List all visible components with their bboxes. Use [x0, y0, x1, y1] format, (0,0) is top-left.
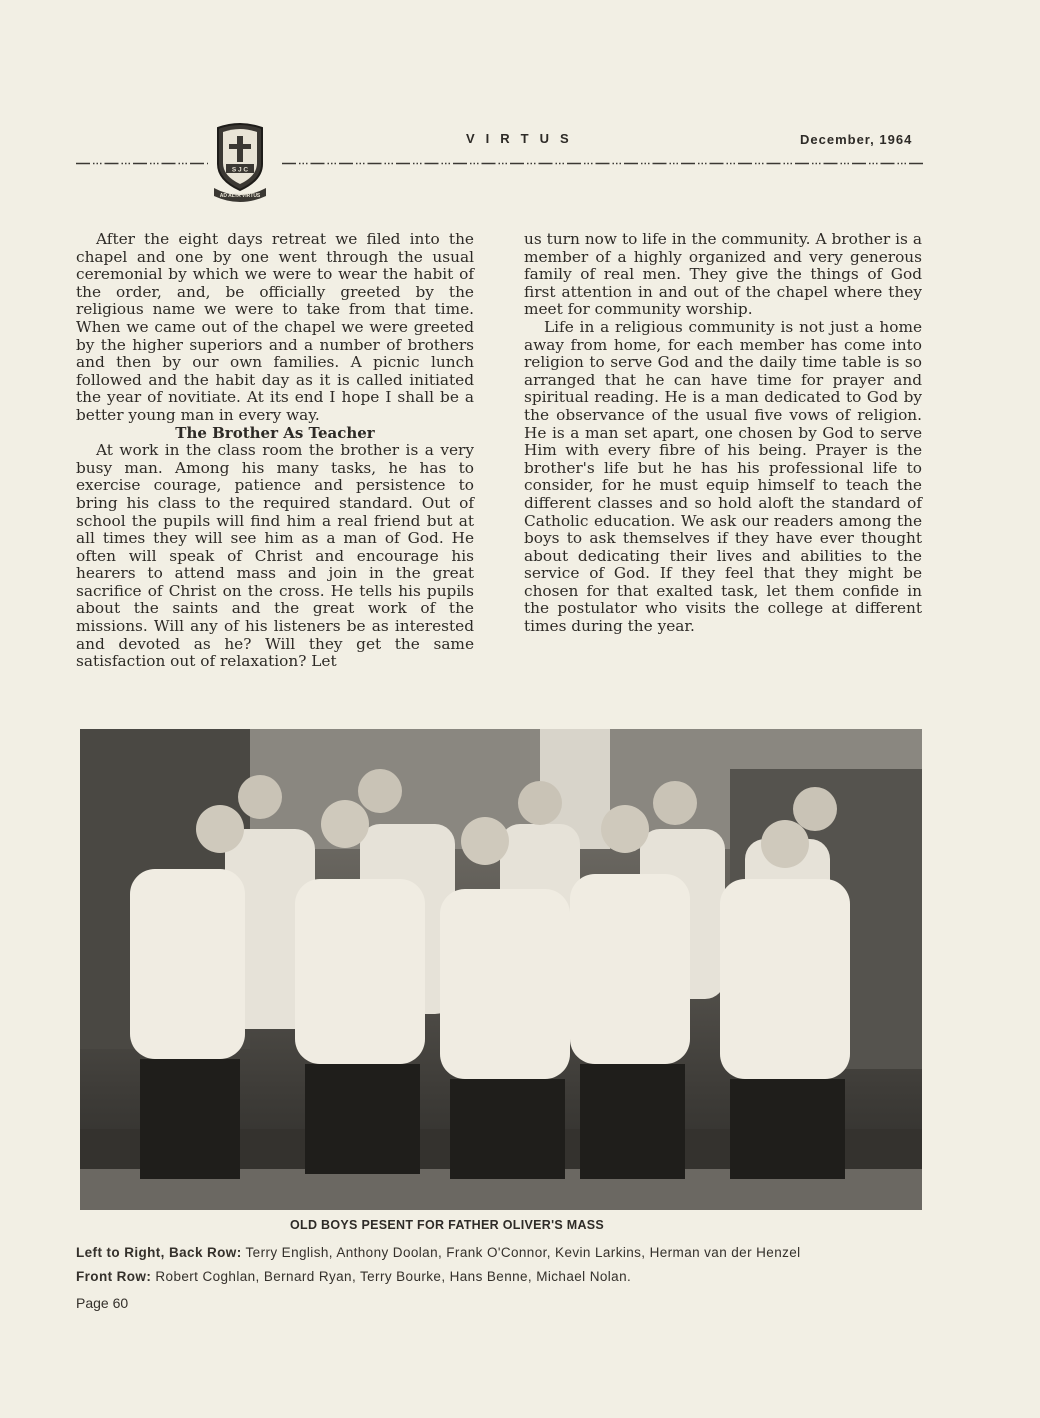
- front-row-names: Robert Coghlan, Bernard Ryan, Terry Bourke, Hans Benne, Michael Nolan.: [155, 1269, 632, 1284]
- page-number: Page 60: [76, 1295, 129, 1311]
- crest-motto: AD ALTA VIRTUS: [219, 193, 261, 199]
- front-row-label: Front Row:: [76, 1269, 152, 1284]
- group-photo: [80, 729, 922, 1210]
- article-column-right: [524, 231, 922, 636]
- caption-front-row: [76, 1269, 631, 1284]
- photo-caption-title: OLD BOYS PESENT FOR FATHER OLIVER'S MASS: [290, 1218, 605, 1232]
- paragraph: Life in a religious community is not just a home away from home, for each member has come into religion to serve God and the daily time table is so arranged that he can have time for prayer and spiritual reading. He is a man dedicated to God by the observance of the usual five vows of religion. He is a man set apart, one chosen by God to serve Him with every fibre of his being. Prayer is the brother's life but he has his professional life to consider, for he must equip himself to teach the different classes and so hold aloft the standard of Catholic education. We ask our readers among the boys to ask themselves if they have ever thought about dedicating their lives and abilities to the service of God. If they feel that they might be chosen for that exalted task, let them confide in the postulator who visits the college at different times during the year.: [524, 317, 922, 636]
- header-rule-left: [76, 160, 208, 167]
- article-column-left: [76, 231, 474, 671]
- crest-initials: S J C: [231, 166, 249, 174]
- issue-date: December, 1964: [800, 132, 913, 147]
- back-row-names: Terry English, Anthony Doolan, Frank O'Connor, Kevin Larkins, Herman van der Henzel: [245, 1245, 801, 1260]
- header-rule-right: [282, 160, 924, 167]
- paragraph: At work in the class room the brother is a very busy man. Among his many tasks, he has to exercise courage, patience and persistence to bring his class to the required standard. Out of school the pupils will find him a real friend but at all times they will see him as a man of God. He often will speak of Christ and encourage his hearers to attend mass and join in the great sacrifice of Christ on the cross. He tells his pupils about the saints and the great work of the missions. Will any of his listeners be as interested and devoted as he? Will they get the same satisfaction out of relaxation? Let: [76, 441, 474, 671]
- back-row-label: Left to Right, Back Row:: [76, 1245, 242, 1260]
- section-heading: The Brother As Teacher: [175, 423, 375, 442]
- paragraph: After the eight days retreat we filed into the chapel and one by one went through the usual ceremonial by which we were to wear the habit of the order, and, be officially greeted by the religious name we were to take from that time. When we came out of the chapel we were greeted by the higher superiors and a number of brothers and then by our own families. A picnic lunch followed and the habit day as it is called initiated the year of novitiate. At its end I hope I shall be a better young man in every way.: [76, 230, 474, 424]
- caption-back-row: [76, 1245, 801, 1260]
- magazine-title: VIRTUS: [466, 131, 580, 146]
- crest-logo: [210, 118, 270, 204]
- paragraph: us turn now to life in the community. A brother is a member of a highly organized and very generous family of real men. They give the things of God first attention in and out of the chapel where they meet for community worship.: [524, 230, 922, 319]
